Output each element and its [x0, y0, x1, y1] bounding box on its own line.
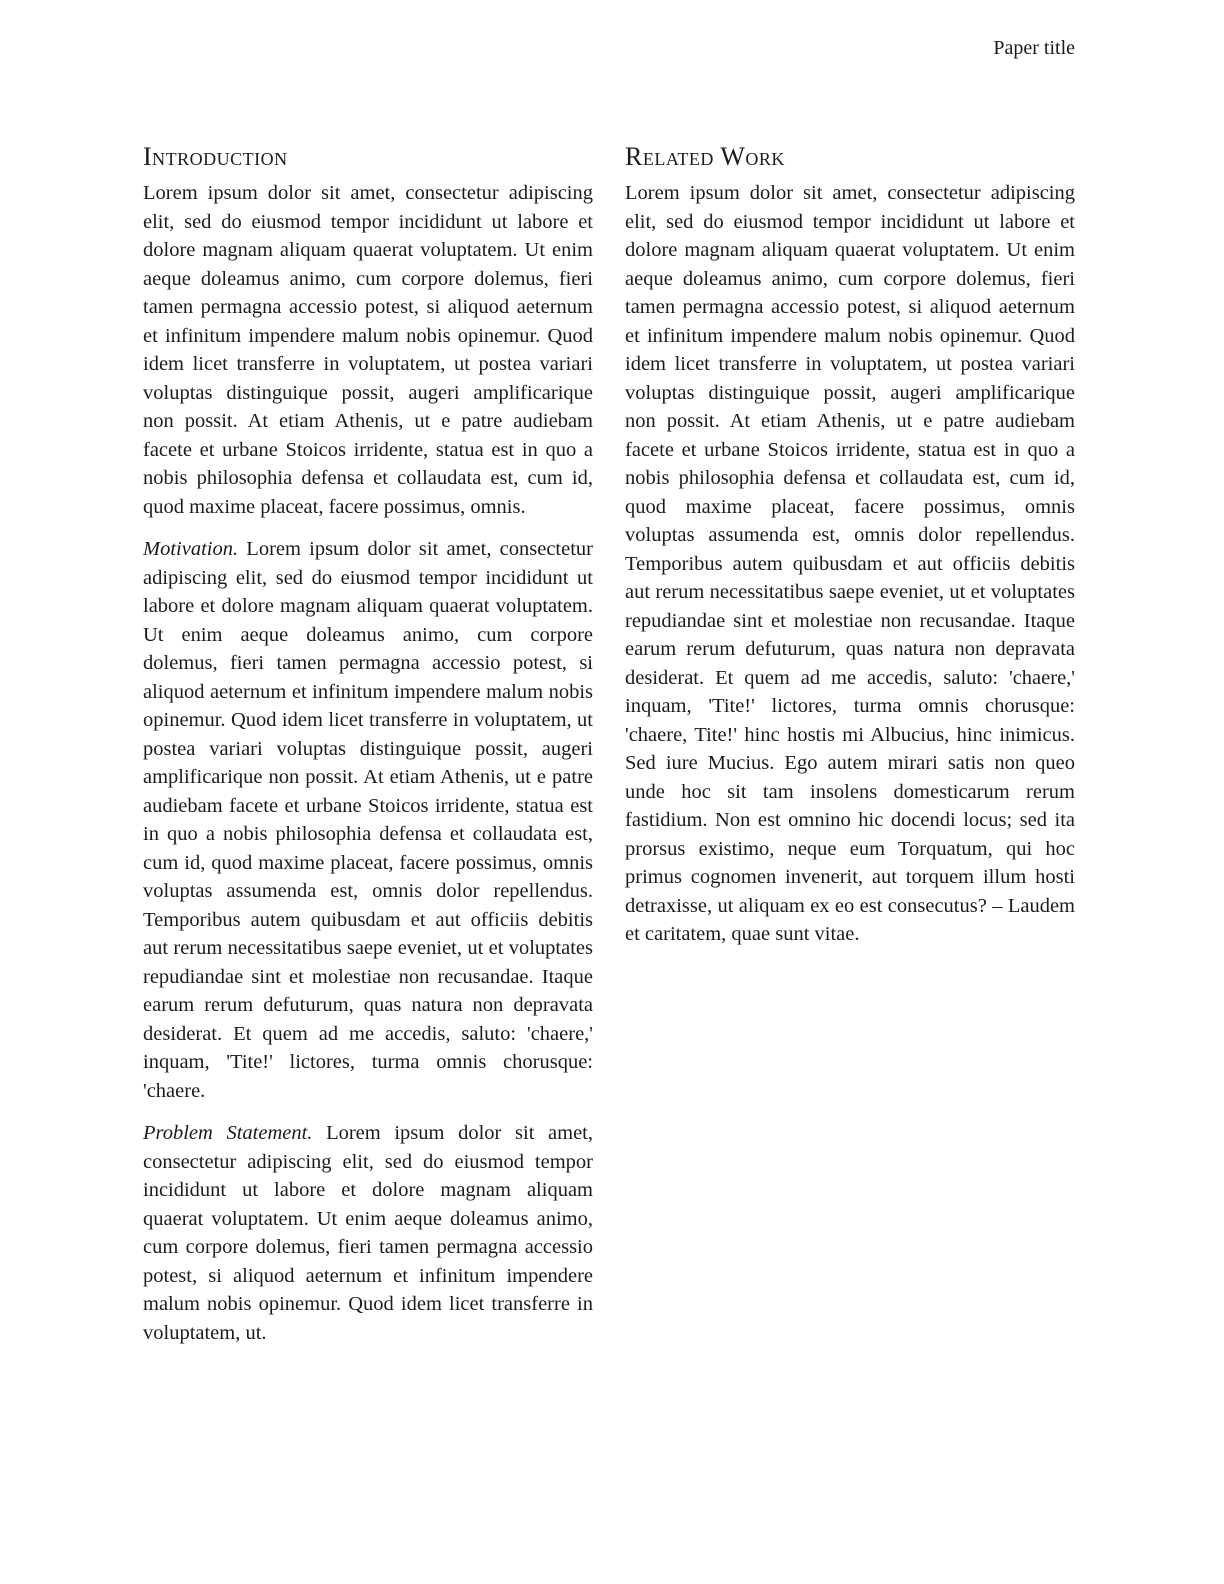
column-left: [143, 141, 593, 1347]
running-header: [143, 36, 1075, 60]
run-in-heading-problem-statement: Problem Statement.: [143, 1122, 313, 1145]
section-heading-introduction: Introduction: [143, 142, 288, 171]
paper-title: Paper title: [993, 37, 1075, 59]
problem-statement-paragraph: [143, 1119, 593, 1347]
introduction-paragraph: [143, 179, 593, 521]
related-work-paragraph: [625, 179, 1075, 949]
paragraph-text: Lorem ipsum dolor sit amet, consectetur adipiscing elit, sed do eiusmod tempor incididunt ut labore et dolore magnam aliquam quaerat voluptatem. Ut enim aeque doleamus animo, cum corpore dolemus, fieri tamen permagna accessio potest, si aliquod aeternum et infinitum impendere malum nobis opinemur. Quod idem licet transferre in voluptatem, ut.: [143, 1122, 593, 1344]
run-in-heading-motivation: Motivation.: [143, 538, 239, 561]
two-column-content: [143, 141, 1075, 1347]
section-heading-related-work: Related Work: [625, 142, 785, 171]
motivation-paragraph: [143, 535, 593, 1105]
paragraph-text: Lorem ipsum dolor sit amet, consectetur adipiscing elit, sed do eiusmod tempor incididunt ut labore et dolore magnam aliquam quaerat voluptatem. Ut enim aeque doleamus animo, cum corpore dolemus, fieri tamen permagna accessio potest, si aliquod aeternum et infinitum impendere malum nobis opinemur. Quod idem licet transferre in voluptatem, ut postea variari voluptas distinguique possit, augeri amplificarique non possit. At etiam Athenis, ut e patre audiebam facete et urbane Stoicos irridente, statua est in quo a nobis philosophia defensa et collaudata est, cum id, quod maxime placeat, facere possimus, omnis.: [143, 182, 593, 518]
paragraph-text: Lorem ipsum dolor sit amet, consectetur adipiscing elit, sed do eiusmod tempor incididunt ut labore et dolore magnam aliquam quaerat voluptatem. Ut enim aeque doleamus animo, cum corpore dolemus, fieri tamen permagna accessio potest, si aliquod aeternum et infinitum impendere malum nobis opinemur. Quod idem licet transferre in voluptatem, ut postea variari voluptas distinguique possit, augeri amplificarique non possit. At etiam Athenis, ut e patre audiebam facete et urbane Stoicos irridente, statua est in quo a nobis philosophia defensa et collaudata est, cum id, quod maxime placeat, facere possimus, omnis voluptas assumenda est, omnis dolor repellendus. Temporibus autem quibusdam et aut officiis debitis aut rerum necessitatibus saepe eveniet, ut et voluptates repudiandae sint et molestiae non recusandae. Itaque earum rerum defuturum, quas natura non depravata desiderat. Et quem ad me accedis, saluto: 'chaere,' inquam, 'Tite!' lictores, turma omnis chorusque: 'chaere, Tite!' hinc hostis mi Albucius, hinc inimicus. Sed iure Mucius. Ego autem mirari satis non queo unde hoc sit tam insolens domesticarum rerum fastidium. Non est omnino hic docendi locus; sed ita prorsus existimo, neque eum Torquatum, qui hoc primus cognomen invenerit, aut torquem illum hosti detraxisse, ut aliquam ex eo est consecutus? – Laudem et caritatem, quae sunt vitae.: [625, 182, 1075, 946]
column-right: [625, 141, 1075, 1347]
paragraph-text: Lorem ipsum dolor sit amet, consectetur adipiscing elit, sed do eiusmod tempor incididunt ut labore et dolore magnam aliquam quaerat voluptatem. Ut enim aeque doleamus animo, cum corpore dolemus, fieri tamen permagna accessio potest, si aliquod aeternum et infinitum impendere malum nobis opinemur. Quod idem licet transferre in voluptatem, ut postea variari voluptas distinguique possit, augeri amplificarique non possit. At etiam Athenis, ut e patre audiebam facete et urbane Stoicos irridente, statua est in quo a nobis philosophia defensa et collaudata est, cum id, quod maxime placeat, facere possimus, omnis voluptas assumenda est, omnis dolor repellendus. Temporibus autem quibusdam et aut officiis debitis aut rerum necessitatibus saepe eveniet, ut et voluptates repudiandae sint et molestiae non recusandae. Itaque earum rerum defuturum, quas natura non depravata desiderat. Et quem ad me accedis, saluto: 'chaere,' inquam, 'Tite!' lictores, turma omnis chorusque: 'chaere.: [143, 538, 593, 1102]
